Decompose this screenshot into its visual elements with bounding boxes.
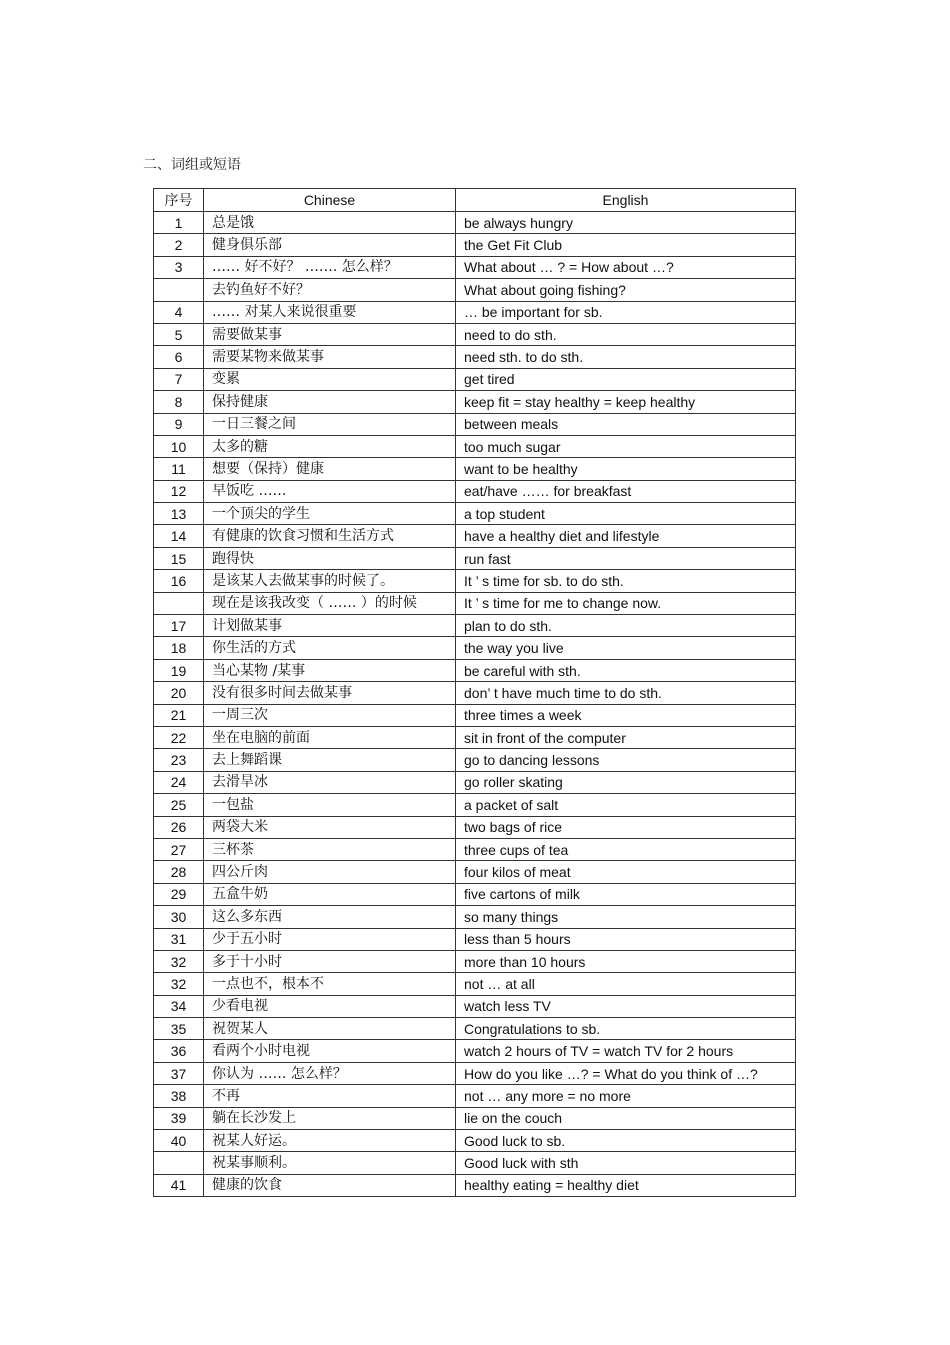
english-phrase: between meals bbox=[456, 413, 796, 435]
english-phrase: go to dancing lessons bbox=[456, 749, 796, 771]
english-phrase: watch less TV bbox=[456, 995, 796, 1017]
chinese-phrase: 祝贺某人 bbox=[204, 1018, 456, 1040]
table-row bbox=[154, 435, 796, 457]
row-number: 11 bbox=[154, 458, 204, 480]
table-row bbox=[154, 570, 796, 592]
table-row bbox=[154, 682, 796, 704]
chinese-phrase: 去上舞蹈课 bbox=[204, 749, 456, 771]
chinese-phrase: …… 好不好？ ……. 怎么样？ bbox=[204, 256, 456, 278]
table-row bbox=[154, 547, 796, 569]
table-row bbox=[154, 1130, 796, 1152]
row-number: 40 bbox=[154, 1130, 204, 1152]
chinese-phrase: 祝某人好运。 bbox=[204, 1130, 456, 1152]
chinese-phrase: 健康的饮食 bbox=[204, 1174, 456, 1196]
header-english: English bbox=[456, 189, 796, 212]
english-phrase: not … any more = no more bbox=[456, 1085, 796, 1107]
row-number: 26 bbox=[154, 816, 204, 838]
english-phrase: not … at all bbox=[456, 973, 796, 995]
english-phrase: don’ t have much time to do sth. bbox=[456, 682, 796, 704]
table-row bbox=[154, 301, 796, 323]
row-number: 35 bbox=[154, 1018, 204, 1040]
chinese-phrase: 计划做某事 bbox=[204, 615, 456, 637]
english-phrase: It ’ s time for me to change now. bbox=[456, 592, 796, 614]
english-phrase: four kilos of meat bbox=[456, 861, 796, 883]
table-row bbox=[154, 637, 796, 659]
english-phrase: a packet of salt bbox=[456, 794, 796, 816]
chinese-phrase: 有健康的饮食习惯和生活方式 bbox=[204, 525, 456, 547]
row-number: 8 bbox=[154, 391, 204, 413]
chinese-phrase: 现在是该我改变（ …… ）的时候 bbox=[204, 592, 456, 614]
row-number: 17 bbox=[154, 615, 204, 637]
table-row bbox=[154, 1107, 796, 1129]
table-row bbox=[154, 883, 796, 905]
english-phrase: so many things bbox=[456, 906, 796, 928]
row-number: 13 bbox=[154, 503, 204, 525]
table-row bbox=[154, 368, 796, 390]
row-number: 9 bbox=[154, 413, 204, 435]
table-row bbox=[154, 346, 796, 368]
english-phrase: more than 10 hours bbox=[456, 950, 796, 972]
table-row bbox=[154, 413, 796, 435]
table-row bbox=[154, 928, 796, 950]
row-number bbox=[154, 1152, 204, 1174]
row-number: 19 bbox=[154, 659, 204, 681]
row-number: 16 bbox=[154, 570, 204, 592]
row-number: 21 bbox=[154, 704, 204, 726]
chinese-phrase: 一个顶尖的学生 bbox=[204, 503, 456, 525]
english-phrase: watch 2 hours of TV = watch TV for 2 hours bbox=[456, 1040, 796, 1062]
chinese-phrase: 当心某物 /某事 bbox=[204, 659, 456, 681]
table-row bbox=[154, 726, 796, 748]
chinese-phrase: 总是饿 bbox=[204, 212, 456, 234]
english-phrase: less than 5 hours bbox=[456, 928, 796, 950]
row-number: 25 bbox=[154, 794, 204, 816]
row-number: 5 bbox=[154, 323, 204, 345]
english-phrase: Good luck with sth bbox=[456, 1152, 796, 1174]
english-phrase: have a healthy diet and lifestyle bbox=[456, 525, 796, 547]
table-row bbox=[154, 212, 796, 234]
chinese-phrase: 没有很多时间去做某事 bbox=[204, 682, 456, 704]
english-phrase: want to be healthy bbox=[456, 458, 796, 480]
table-row bbox=[154, 592, 796, 614]
row-number bbox=[154, 279, 204, 301]
row-number: 32 bbox=[154, 973, 204, 995]
table-row bbox=[154, 704, 796, 726]
row-number: 24 bbox=[154, 771, 204, 793]
table-row bbox=[154, 256, 796, 278]
chinese-phrase: 太多的糖 bbox=[204, 435, 456, 457]
table-row bbox=[154, 995, 796, 1017]
row-number: 38 bbox=[154, 1085, 204, 1107]
row-number: 41 bbox=[154, 1174, 204, 1196]
chinese-phrase: 跑得快 bbox=[204, 547, 456, 569]
english-phrase: lie on the couch bbox=[456, 1107, 796, 1129]
english-phrase: run fast bbox=[456, 547, 796, 569]
table-row bbox=[154, 323, 796, 345]
chinese-phrase: 少于五小时 bbox=[204, 928, 456, 950]
row-number: 1 bbox=[154, 212, 204, 234]
table-row bbox=[154, 771, 796, 793]
english-phrase: be always hungry bbox=[456, 212, 796, 234]
english-phrase: two bags of rice bbox=[456, 816, 796, 838]
chinese-phrase: 三杯茶 bbox=[204, 838, 456, 860]
chinese-phrase: 需要某物来做某事 bbox=[204, 346, 456, 368]
table-row bbox=[154, 1085, 796, 1107]
table-row bbox=[154, 659, 796, 681]
chinese-phrase: 多于十小时 bbox=[204, 950, 456, 972]
english-phrase: Good luck to sb. bbox=[456, 1130, 796, 1152]
english-phrase: It ’ s time for sb. to do sth. bbox=[456, 570, 796, 592]
table-row bbox=[154, 234, 796, 256]
english-phrase: a top student bbox=[456, 503, 796, 525]
chinese-phrase: 四公斤肉 bbox=[204, 861, 456, 883]
english-phrase: … be important for sb. bbox=[456, 301, 796, 323]
chinese-phrase: …… 对某人来说很重要 bbox=[204, 301, 456, 323]
english-phrase: the Get Fit Club bbox=[456, 234, 796, 256]
table-row bbox=[154, 861, 796, 883]
english-phrase: need to do sth. bbox=[456, 323, 796, 345]
table-row bbox=[154, 950, 796, 972]
english-phrase: How do you like …? = What do you think of …? bbox=[456, 1062, 796, 1084]
english-phrase: What about … ? = How about …? bbox=[456, 256, 796, 278]
table-row bbox=[154, 503, 796, 525]
chinese-phrase: 一包盐 bbox=[204, 794, 456, 816]
row-number: 20 bbox=[154, 682, 204, 704]
table-row bbox=[154, 816, 796, 838]
row-number: 15 bbox=[154, 547, 204, 569]
row-number: 14 bbox=[154, 525, 204, 547]
row-number: 7 bbox=[154, 368, 204, 390]
chinese-phrase: 想要（保持）健康 bbox=[204, 458, 456, 480]
table-row bbox=[154, 279, 796, 301]
row-number: 28 bbox=[154, 861, 204, 883]
row-number: 3 bbox=[154, 256, 204, 278]
english-phrase: too much sugar bbox=[456, 435, 796, 457]
row-number: 29 bbox=[154, 883, 204, 905]
chinese-phrase: 看两个小时电视 bbox=[204, 1040, 456, 1062]
row-number: 2 bbox=[154, 234, 204, 256]
chinese-phrase: 一点也不，根本不 bbox=[204, 973, 456, 995]
table-row bbox=[154, 458, 796, 480]
chinese-phrase: 变累 bbox=[204, 368, 456, 390]
row-number: 31 bbox=[154, 928, 204, 950]
chinese-phrase: 一日三餐之间 bbox=[204, 413, 456, 435]
row-number: 27 bbox=[154, 838, 204, 860]
table-row bbox=[154, 391, 796, 413]
english-phrase: get tired bbox=[456, 368, 796, 390]
vocabulary-table bbox=[153, 188, 796, 1197]
chinese-phrase: 不再 bbox=[204, 1085, 456, 1107]
chinese-phrase: 两袋大米 bbox=[204, 816, 456, 838]
table-row bbox=[154, 794, 796, 816]
row-number: 18 bbox=[154, 637, 204, 659]
chinese-phrase: 你生活的方式 bbox=[204, 637, 456, 659]
english-phrase: five cartons of milk bbox=[456, 883, 796, 905]
table-row bbox=[154, 749, 796, 771]
header-chinese: Chinese bbox=[204, 189, 456, 212]
english-phrase: three cups of tea bbox=[456, 838, 796, 860]
table-row bbox=[154, 906, 796, 928]
english-phrase: plan to do sth. bbox=[456, 615, 796, 637]
row-number: 34 bbox=[154, 995, 204, 1017]
row-number: 12 bbox=[154, 480, 204, 502]
chinese-phrase: 去滑旱冰 bbox=[204, 771, 456, 793]
header-number: 序号 bbox=[154, 189, 204, 212]
row-number: 10 bbox=[154, 435, 204, 457]
chinese-phrase: 需要做某事 bbox=[204, 323, 456, 345]
table-header bbox=[154, 189, 796, 212]
chinese-phrase: 五盒牛奶 bbox=[204, 883, 456, 905]
chinese-phrase: 一周三次 bbox=[204, 704, 456, 726]
row-number: 39 bbox=[154, 1107, 204, 1129]
row-number: 36 bbox=[154, 1040, 204, 1062]
chinese-phrase: 去钓鱼好不好？ bbox=[204, 279, 456, 301]
chinese-phrase: 躺在长沙发上 bbox=[204, 1107, 456, 1129]
table-row bbox=[154, 1174, 796, 1196]
row-number bbox=[154, 592, 204, 614]
english-phrase: sit in front of the computer bbox=[456, 726, 796, 748]
row-number: 30 bbox=[154, 906, 204, 928]
english-phrase: the way you live bbox=[456, 637, 796, 659]
chinese-phrase: 少看电视 bbox=[204, 995, 456, 1017]
table-row bbox=[154, 480, 796, 502]
chinese-phrase: 坐在电脑的前面 bbox=[204, 726, 456, 748]
table-body bbox=[154, 212, 796, 1197]
table-row bbox=[154, 525, 796, 547]
chinese-phrase: 祝某事顺利。 bbox=[204, 1152, 456, 1174]
row-number: 22 bbox=[154, 726, 204, 748]
row-number: 23 bbox=[154, 749, 204, 771]
row-number: 37 bbox=[154, 1062, 204, 1084]
table-row bbox=[154, 1152, 796, 1174]
chinese-phrase: 保持健康 bbox=[204, 391, 456, 413]
table-row bbox=[154, 973, 796, 995]
chinese-phrase: 早饭吃 …… bbox=[204, 480, 456, 502]
table-row bbox=[154, 1062, 796, 1084]
row-number: 6 bbox=[154, 346, 204, 368]
table-row bbox=[154, 615, 796, 637]
table-row bbox=[154, 838, 796, 860]
english-phrase: healthy eating = healthy diet bbox=[456, 1174, 796, 1196]
row-number: 4 bbox=[154, 301, 204, 323]
english-phrase: keep fit = stay healthy = keep healthy bbox=[456, 391, 796, 413]
english-phrase: go roller skating bbox=[456, 771, 796, 793]
chinese-phrase: 你认为 …… 怎么样？ bbox=[204, 1062, 456, 1084]
chinese-phrase: 是该某人去做某事的时候了。 bbox=[204, 570, 456, 592]
english-phrase: need sth. to do sth. bbox=[456, 346, 796, 368]
english-phrase: eat/have …… for breakfast bbox=[456, 480, 796, 502]
row-number: 32 bbox=[154, 950, 204, 972]
chinese-phrase: 这么多东西 bbox=[204, 906, 456, 928]
english-phrase: three times a week bbox=[456, 704, 796, 726]
table-row bbox=[154, 1040, 796, 1062]
english-phrase: Congratulations to sb. bbox=[456, 1018, 796, 1040]
chinese-phrase: 健身俱乐部 bbox=[204, 234, 456, 256]
english-phrase: What about going fishing? bbox=[456, 279, 796, 301]
english-phrase: be careful with sth. bbox=[456, 659, 796, 681]
section-title: 二、词组或短语 bbox=[143, 157, 241, 173]
table-row bbox=[154, 1018, 796, 1040]
